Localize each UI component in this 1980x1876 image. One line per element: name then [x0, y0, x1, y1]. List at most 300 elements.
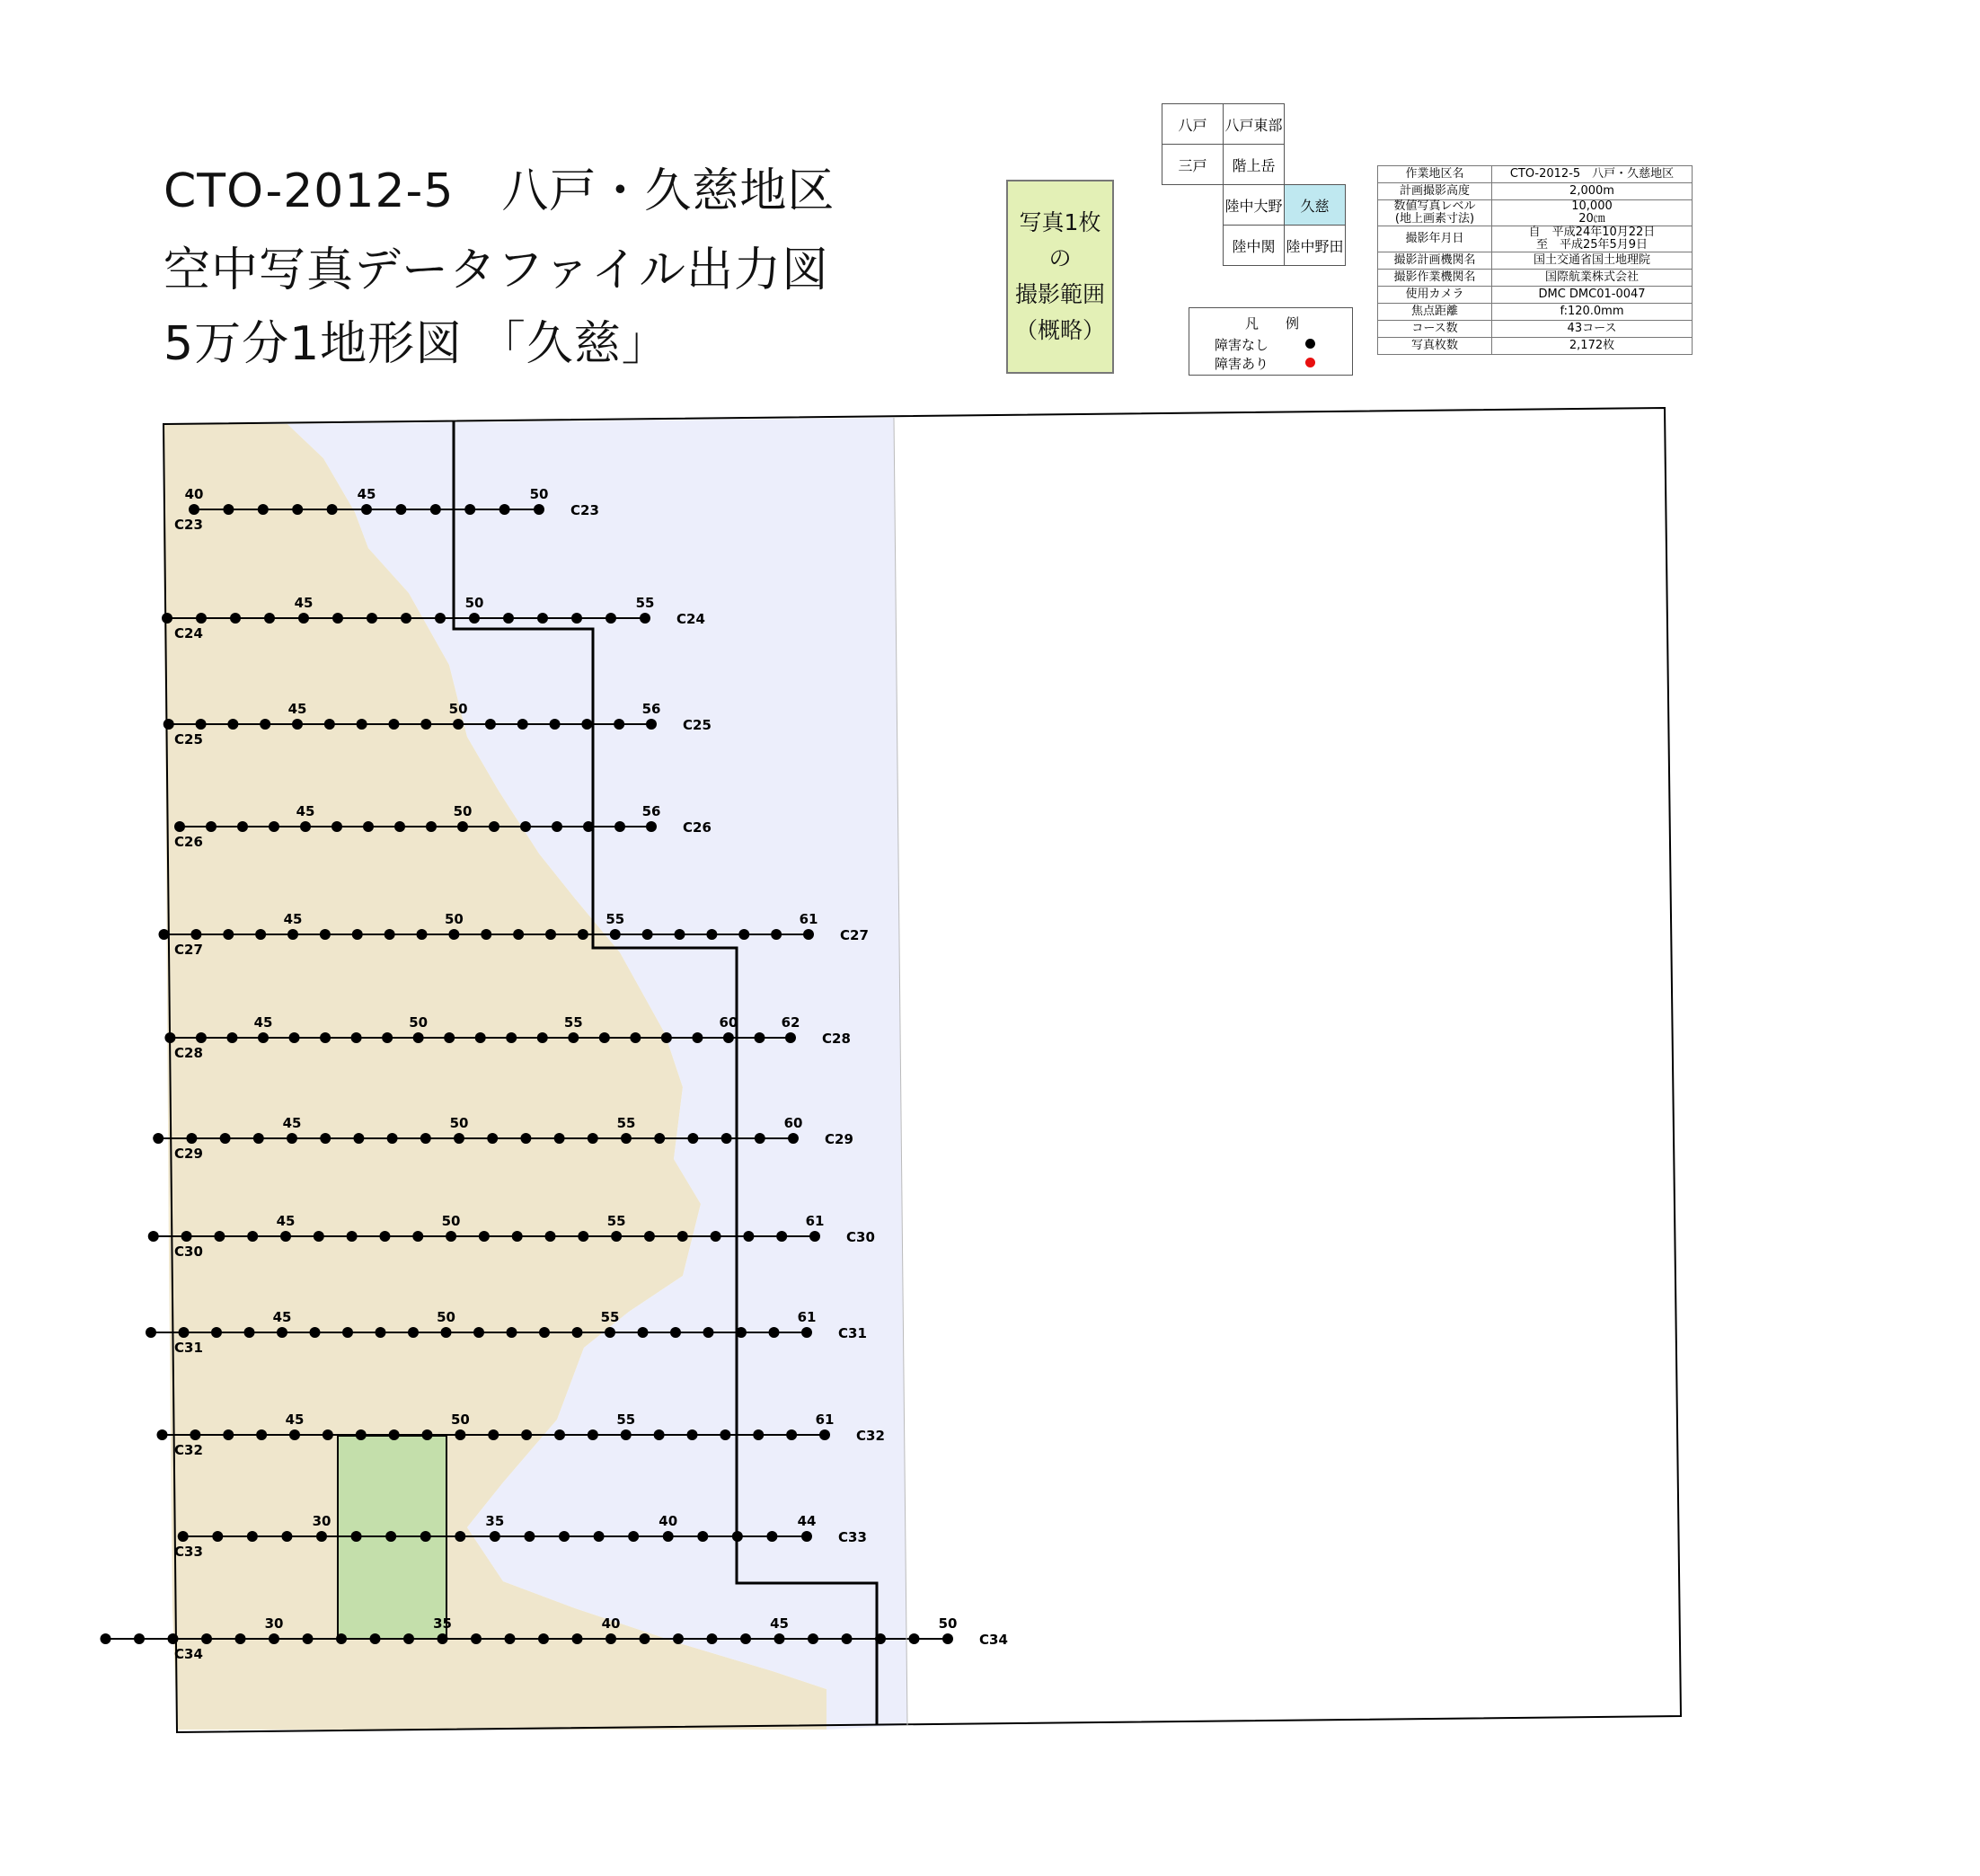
map-title-line-1: CTO-2012-5 八戸・久慈地区 [164, 164, 835, 218]
photo-number-label: 50 [453, 803, 473, 819]
photo-point [395, 504, 406, 515]
photo-point [621, 1133, 632, 1144]
photo-number-label: 61 [797, 1309, 817, 1325]
photo-point [342, 1327, 353, 1338]
index-cell-current: 久慈 [1285, 185, 1346, 226]
photo-point [226, 1032, 237, 1043]
index-cell: 三戸 [1162, 145, 1224, 185]
photo-point [153, 1133, 164, 1144]
photo-point [479, 1231, 490, 1242]
photo-point [614, 719, 624, 730]
photo-point [287, 929, 298, 940]
photo-point [720, 1429, 730, 1440]
photo-point [206, 821, 217, 832]
index-cell: 八戸 [1162, 104, 1224, 145]
photo-point [571, 613, 582, 624]
photo-point [385, 1531, 396, 1542]
photo-point [588, 1429, 598, 1440]
photo-point [256, 1429, 267, 1440]
photo-number-label: 30 [264, 1615, 284, 1632]
photo-number-label: 45 [272, 1309, 292, 1325]
photo-number-label: 61 [815, 1411, 835, 1428]
photo-point [503, 613, 514, 624]
photo-point [521, 1429, 532, 1440]
course-label-right: C24 [676, 611, 705, 627]
photo-number-label: 55 [563, 1014, 583, 1031]
photo-point [819, 1429, 830, 1440]
photo-point [507, 1327, 517, 1338]
photo-point [435, 613, 446, 624]
course-label-left: C24 [174, 625, 203, 642]
photo-point [336, 1633, 347, 1644]
photo-point [464, 504, 475, 515]
photo-point [776, 1231, 787, 1242]
photo-number-label: 50 [464, 595, 484, 611]
photo-point [505, 1633, 516, 1644]
photo-point [178, 1531, 189, 1542]
photo-number-label: 55 [605, 911, 625, 927]
course-label-left: C25 [174, 731, 203, 748]
photo-number-label: 45 [285, 1411, 305, 1428]
photo-number-label: 45 [770, 1615, 789, 1632]
photo-point [420, 1133, 431, 1144]
photo-point [473, 1327, 484, 1338]
photo-point [663, 1531, 674, 1542]
photo-number-label: 45 [282, 1115, 302, 1131]
photo-point [367, 613, 377, 624]
photo-point [356, 1429, 367, 1440]
photo-point [534, 504, 544, 515]
photo-point [190, 929, 201, 940]
photo-point [628, 1531, 639, 1542]
photo-point [754, 1032, 765, 1043]
photo-point [644, 1231, 655, 1242]
photo-point [281, 1531, 292, 1542]
course-label-left: C31 [174, 1340, 203, 1356]
info-value: CTO-2012-5 八戸・久慈地区 [1492, 166, 1693, 183]
photo-number-label: 45 [287, 701, 307, 717]
course-label-left: C30 [174, 1243, 203, 1260]
index-cell: 陸中野田 [1285, 226, 1346, 266]
photo-point [803, 929, 814, 940]
photo-point [212, 1531, 223, 1542]
photo-point [703, 1327, 714, 1338]
course-label-right: C23 [570, 502, 599, 518]
photo-point [244, 1327, 255, 1338]
photo-point [327, 504, 338, 515]
photo-number-label: 50 [441, 1213, 461, 1229]
photo-point [196, 719, 207, 730]
photo-point [457, 821, 468, 832]
photo-point [646, 719, 657, 730]
photo-point [605, 1633, 616, 1644]
photo-point [220, 1133, 231, 1144]
photo-point [785, 1032, 796, 1043]
photo-point [640, 1633, 650, 1644]
info-key: 撮影年月日 [1378, 226, 1492, 252]
photo-note-line: （概略） [1014, 317, 1105, 343]
photo-point [382, 1032, 393, 1043]
photo-number-label: 50 [529, 486, 549, 502]
photo-number-label: 55 [616, 1115, 636, 1131]
photo-point [909, 1633, 920, 1644]
course-label-left: C32 [174, 1442, 203, 1458]
info-key: 使用カメラ [1378, 287, 1492, 304]
course-label-left: C34 [174, 1646, 203, 1662]
photo-point [552, 821, 562, 832]
course-label-right: C28 [822, 1031, 851, 1047]
photo-point [403, 1633, 414, 1644]
photo-point [454, 1133, 464, 1144]
photo-point [347, 1231, 358, 1242]
photo-point [162, 613, 172, 624]
photo-point [101, 1633, 111, 1644]
info-value: f:120.0mm [1492, 304, 1693, 321]
course-label-right: C31 [838, 1325, 867, 1341]
photo-point [351, 1032, 362, 1043]
photo-point [438, 1633, 448, 1644]
photo-point [388, 719, 399, 730]
photo-point [512, 1231, 523, 1242]
photo-point [605, 613, 616, 624]
photo-number-label: 61 [805, 1213, 825, 1229]
photo-point [426, 821, 437, 832]
photo-point [545, 1231, 556, 1242]
info-key: 撮影作業機関名 [1378, 270, 1492, 287]
photo-point [537, 1032, 548, 1043]
photo-point [743, 1231, 754, 1242]
photo-number-label: 60 [783, 1115, 803, 1131]
photo-point [353, 1133, 364, 1144]
info-key: コース数 [1378, 321, 1492, 338]
photo-point [453, 719, 464, 730]
info-value: 国土交通省国土地理院 [1492, 252, 1693, 270]
photo-point [324, 719, 335, 730]
photo-point [211, 1327, 222, 1338]
photo-number-label: 35 [485, 1513, 505, 1529]
photo-point [420, 719, 431, 730]
photo-point [475, 1032, 486, 1043]
photo-point [559, 1531, 570, 1542]
photo-number-label: 56 [641, 701, 661, 717]
photo-point [223, 504, 234, 515]
photo-point [363, 821, 374, 832]
info-value: 43コース [1492, 321, 1693, 338]
photo-point [610, 929, 621, 940]
photo-point [417, 929, 428, 940]
photo-point [247, 1231, 258, 1242]
photo-number-label: 50 [449, 1115, 469, 1131]
photo-point [520, 821, 531, 832]
photo-point [808, 1633, 818, 1644]
photo-point [499, 504, 510, 515]
photo-point [379, 1231, 390, 1242]
photo-point [422, 1429, 433, 1440]
photo-point [190, 1429, 200, 1440]
photo-point [572, 1327, 583, 1338]
photo-point [181, 1231, 192, 1242]
photo-point [189, 504, 199, 515]
photo-point [517, 719, 528, 730]
map-title-line-3: 5万分1地形図 「久慈」 [164, 317, 669, 371]
photo-point [420, 1531, 431, 1542]
photo-number-label: 40 [601, 1615, 621, 1632]
photo-point [692, 1032, 703, 1043]
photo-point [394, 821, 405, 832]
map-title-line-2: 空中写真データファイル出力図 [164, 243, 829, 297]
photo-point [323, 1429, 333, 1440]
photo-point [621, 1429, 632, 1440]
photo-point [444, 1032, 455, 1043]
photo-point [237, 821, 248, 832]
photo-point [513, 929, 524, 940]
photo-number-label: 56 [641, 803, 661, 819]
photo-point [588, 1133, 598, 1144]
photo-point [408, 1327, 419, 1338]
photo-point [605, 1327, 615, 1338]
course-label-right: C32 [856, 1428, 885, 1444]
photo-point [520, 1133, 531, 1144]
photo-point [537, 613, 548, 624]
photo-number-label: 40 [184, 486, 204, 502]
legend-label-no-obstacle: 障害なし [1215, 337, 1269, 353]
photo-point [774, 1633, 785, 1644]
photo-point [490, 1531, 500, 1542]
photo-number-label: 50 [448, 701, 468, 717]
photo-point [801, 1327, 812, 1338]
course-label-right: C27 [840, 927, 869, 943]
photo-number-label: 50 [450, 1411, 470, 1428]
course-label-right: C33 [838, 1529, 867, 1545]
photo-point [677, 1231, 688, 1242]
photo-number-label: 55 [616, 1411, 636, 1428]
photo-point [469, 613, 480, 624]
photo-number-label: 45 [296, 803, 315, 819]
info-key: 写真枚数 [1378, 338, 1492, 355]
photo-point [578, 929, 588, 940]
photo-point [134, 1633, 145, 1644]
photo-point [581, 719, 592, 730]
photo-point [481, 929, 491, 940]
photo-number-label: 45 [283, 911, 303, 927]
photo-point [361, 504, 372, 515]
course-label-right: C29 [825, 1131, 853, 1147]
photo-number-label: 40 [659, 1513, 678, 1529]
photo-point [300, 821, 311, 832]
photo-point [766, 1531, 777, 1542]
photo-point [614, 821, 625, 832]
photo-point [488, 1429, 499, 1440]
photo-point [539, 1327, 550, 1338]
photo-point [385, 929, 395, 940]
photo-point [269, 1633, 279, 1644]
course-label-left: C26 [174, 834, 203, 850]
photo-point [376, 1327, 386, 1338]
photo-point [654, 1133, 665, 1144]
photo-point [253, 1133, 264, 1144]
photo-point [255, 929, 266, 940]
photo-point [740, 1633, 751, 1644]
course-label-left: C33 [174, 1544, 203, 1560]
photo-point [545, 929, 556, 940]
photo-point [289, 1429, 300, 1440]
photo-point [661, 1032, 672, 1043]
legend-label-obstacle: 障害あり [1215, 356, 1269, 372]
photo-point [706, 929, 717, 940]
photo-point [697, 1531, 708, 1542]
info-key: 作業地区名 [1378, 166, 1492, 183]
photo-point [159, 929, 170, 940]
photo-point [320, 1032, 331, 1043]
photo-point [352, 929, 363, 940]
photo-point [223, 1429, 234, 1440]
photo-number-label: 50 [938, 1615, 958, 1632]
photo-point [550, 719, 561, 730]
photo-point [287, 1133, 297, 1144]
photo-point [314, 1231, 324, 1242]
photo-point [723, 1032, 734, 1043]
photo-point [174, 821, 185, 832]
photo-point [260, 719, 270, 730]
photo-point [387, 1133, 398, 1144]
photo-point [554, 1133, 565, 1144]
photo-point [673, 1633, 684, 1644]
photo-number-label: 55 [600, 1309, 620, 1325]
photo-point [572, 1633, 583, 1644]
photo-point [506, 1032, 517, 1043]
photo-point [809, 1231, 820, 1242]
photo-point [264, 613, 275, 624]
photo-number-label: 50 [409, 1014, 429, 1031]
photo-point [230, 613, 241, 624]
photo-point [485, 719, 496, 730]
photo-point [280, 1231, 291, 1242]
photo-number-label: 50 [444, 911, 464, 927]
photo-point [578, 1231, 588, 1242]
course-label-right: C25 [683, 717, 712, 733]
photo-point [471, 1633, 482, 1644]
photo-point [738, 929, 749, 940]
photo-point [186, 1133, 197, 1144]
photo-point [942, 1633, 953, 1644]
photo-point [675, 929, 685, 940]
photo-point [292, 504, 303, 515]
info-value: 10,000 20㎝ [1492, 200, 1693, 226]
info-key: 数値写真レベル (地上画素寸法) [1378, 200, 1492, 226]
photo-point [538, 1633, 549, 1644]
photo-point [320, 1133, 331, 1144]
photo-point [568, 1032, 579, 1043]
photo-point [755, 1133, 765, 1144]
photo-point [487, 1133, 498, 1144]
photo-number-label: 45 [253, 1014, 273, 1031]
photo-point [771, 929, 782, 940]
photo-point [638, 1327, 649, 1338]
photo-point [227, 719, 238, 730]
photo-point [401, 613, 411, 624]
photo-point [164, 719, 174, 730]
photo-point [258, 504, 269, 515]
photo-point [413, 1032, 424, 1043]
photo-point [320, 929, 331, 940]
course-label-left: C23 [174, 517, 203, 533]
photo-point [786, 1429, 797, 1440]
info-key: 撮影計画機関名 [1378, 252, 1492, 270]
photo-point [448, 929, 459, 940]
photo-point [292, 719, 303, 730]
photo-number-label: 44 [797, 1513, 817, 1529]
photo-point [721, 1133, 732, 1144]
photo-point [524, 1531, 535, 1542]
photo-number-label: 50 [437, 1309, 455, 1325]
photo-point [441, 1327, 452, 1338]
photo-point [430, 504, 441, 515]
info-key: 計画撮影高度 [1378, 183, 1492, 200]
photo-point [303, 1633, 314, 1644]
photo-point [646, 821, 657, 832]
photo-point [357, 719, 367, 730]
index-cell: 八戸東部 [1224, 104, 1285, 145]
photo-note-line: 写真1枚 [1019, 209, 1101, 235]
photo-point [842, 1633, 853, 1644]
photo-number-label: 60 [719, 1014, 738, 1031]
photo-point [332, 613, 343, 624]
photo-point [707, 1633, 718, 1644]
photo-point [611, 1231, 622, 1242]
photo-point [269, 821, 279, 832]
photo-point [554, 1429, 565, 1440]
course-label-right: C34 [979, 1632, 1008, 1648]
photo-point [412, 1231, 423, 1242]
info-value: 2,000m [1492, 183, 1693, 200]
info-value: 2,172枚 [1492, 338, 1693, 355]
photo-point [687, 1133, 698, 1144]
photo-point [196, 613, 207, 624]
course-label-left: C29 [174, 1146, 203, 1162]
photo-point [247, 1531, 258, 1542]
photo-point [801, 1531, 812, 1542]
photo-point [214, 1231, 225, 1242]
legend-heading: 凡例 [1245, 315, 1327, 332]
photo-point [351, 1531, 362, 1542]
photo-point [298, 613, 309, 624]
photo-point [157, 1429, 168, 1440]
photo-point [148, 1231, 159, 1242]
photo-number-label: 62 [781, 1014, 800, 1031]
photo-point [769, 1327, 780, 1338]
photo-point [670, 1327, 681, 1338]
photo-point [753, 1429, 764, 1440]
photo-point [711, 1231, 721, 1242]
photo-point [316, 1531, 327, 1542]
photo-point [640, 613, 650, 624]
photo-note-line: 撮影範囲 [1014, 281, 1105, 307]
photo-point [310, 1327, 321, 1338]
photo-point [223, 929, 234, 940]
photo-number-label: 55 [635, 595, 655, 611]
photo-point [196, 1032, 207, 1043]
photo-point [389, 1429, 400, 1440]
course-label-right: C30 [846, 1229, 875, 1245]
photo-point [370, 1633, 381, 1644]
photo-point [455, 1429, 465, 1440]
photo-point [630, 1032, 641, 1043]
photo-point [201, 1633, 212, 1644]
index-cell: 陸中大野 [1224, 185, 1285, 226]
index-cell: 陸中関 [1224, 226, 1285, 266]
photo-point [599, 1032, 610, 1043]
course-label-left: C28 [174, 1045, 203, 1061]
